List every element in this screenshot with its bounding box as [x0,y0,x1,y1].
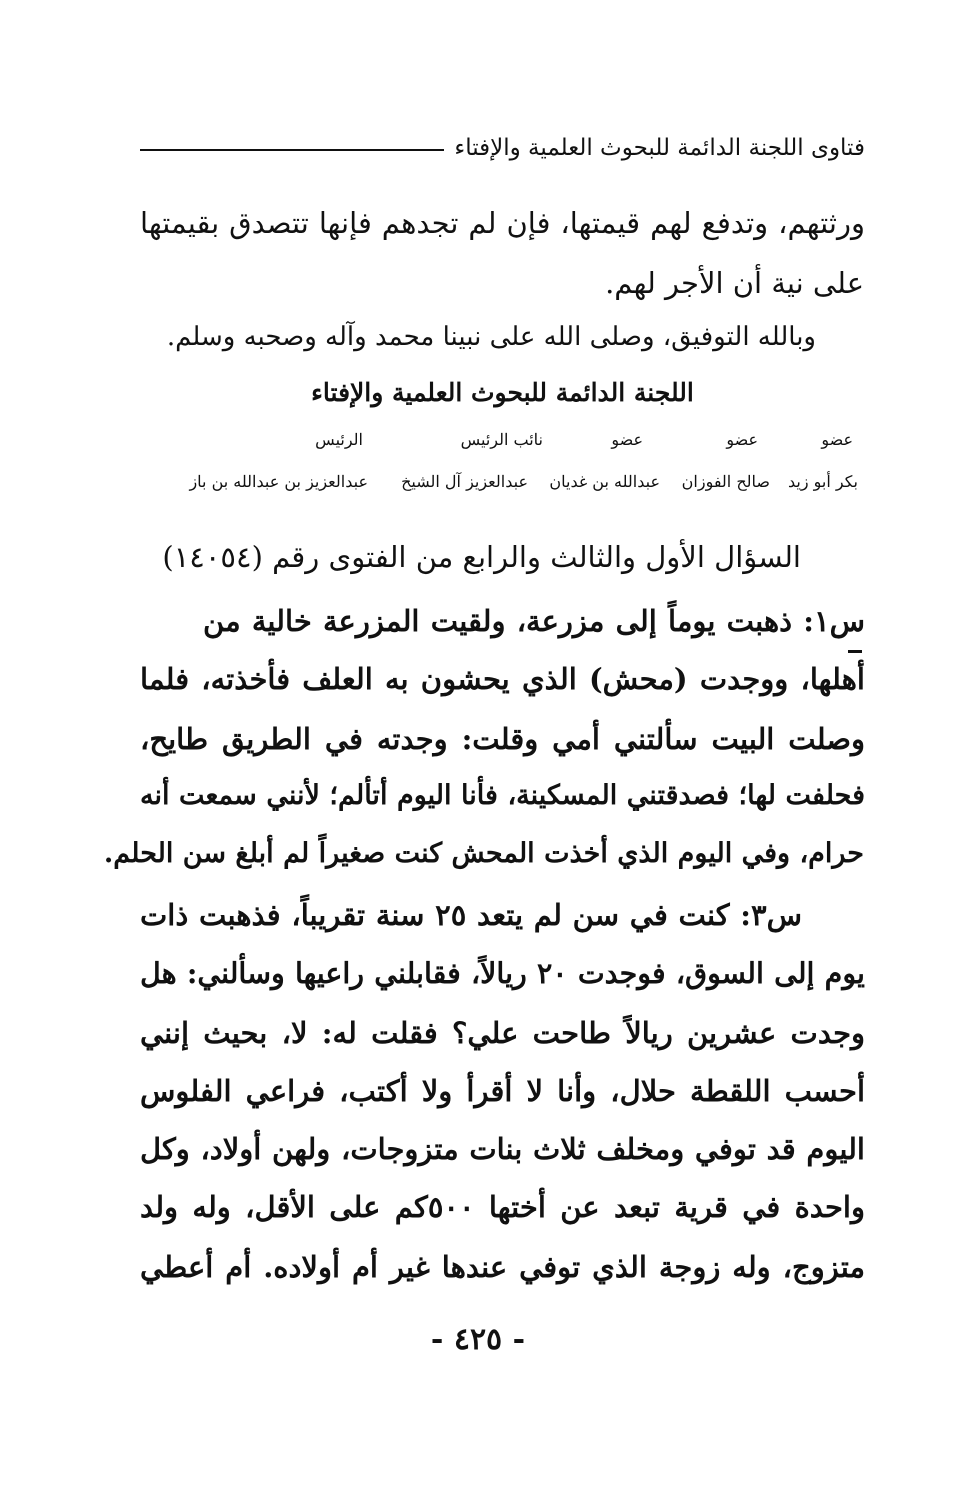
header-rule [140,149,444,151]
margin-mark [848,650,862,653]
question-line-8: وجدت عشرين ريالاً طاحت علي؟ فقلت له: لا، بحيث إنني [140,1016,865,1050]
signatory-role: الرئيس [315,430,363,449]
question-line-11: واحدة في قرية تبعد عن أختها ٥٠٠كم على الأقل، وله ولد [140,1190,865,1224]
question-line-3: وصلت البيت سألتني أمي وقلت: وجدته في الطريق طايح، [140,722,865,756]
question-line-1-text: س١: ذهبت يوماً إلى مزرعة، ولقيت المزرعة خالية من [203,604,865,638]
closing-line: وبالله التوفيق، وصلى الله على نبينا محمد وآله وصحبه وسلم. [166,322,816,352]
question-line-9: أحسب اللقطة حلال، وأنا لا أقرأ ولا أكتب، فراعي الفلوس [140,1074,865,1108]
question-line-1 [140,604,865,638]
question-line-2: أهلها، ووجدت (محش) الذي يحشون به العلف فأخذته، فلما [140,662,865,696]
fatwa-section-heading: السؤال الأول والثالث والرابع من الفتوى رقم (١٤٠٥٤) [162,540,801,574]
continuation-line-1: ورثتهم، وتدفع لهم قيمتها، فإن لم تجدهم فإنها تتصدق بقيمتها [140,206,865,240]
signatory-role: عضو [821,430,853,449]
signatory-role: نائب الرئيس [460,430,543,449]
signatory-name: عبدالعزيز بن عبدالله بن باز [189,472,368,491]
page-number: - ٤٢٥ - [430,1322,526,1357]
signatory-name: بكر أبو زيد [787,472,858,491]
signatory-name: عبدالعزيز آل الشيخ [401,472,528,491]
signatory-role: عضو [611,430,643,449]
signatory-name: صالح الفوزان [681,472,770,491]
running-header [140,128,865,168]
question-line-5: حرام، وفي اليوم الذي أخذت المحش كنت صغيراً لم أبلغ سن الحلم. [103,838,864,869]
signatory-name: عبدالله بن غديان [549,472,660,491]
signatory-role: عضو [726,430,758,449]
question-line-6: س٣: كنت في سن لم يتعد ٢٥ سنة تقريباً، فذهبت ذات [140,898,802,932]
question-line-10: اليوم قد توفي ومخلف ثلاث بنات متزوجات، ولهن أولاد، وكل [140,1132,865,1166]
continuation-line-2: على نية أن الأجر لهم. [605,266,864,300]
question-line-7: يوم إلى السوق، فوجدت ٢٠ ريالاً، فقابلني راعيها وسألني: هل [140,956,865,990]
committee-name: اللجنة الدائمة للبحوث العلمية والإفتاء [311,378,694,407]
question-line-4: فحلفت لها؛ فصدقتني المسكينة، فأنا اليوم أتألم؛ لأنني سمعت أنه [140,780,865,811]
running-title: فتاوى اللجنة الدائمة للبحوث العلمية والإفتاء [454,135,865,161]
question-line-12: متزوج، وله زوجة الذي توفي عندها غير أم أولاده. أم أعطي [140,1250,865,1284]
